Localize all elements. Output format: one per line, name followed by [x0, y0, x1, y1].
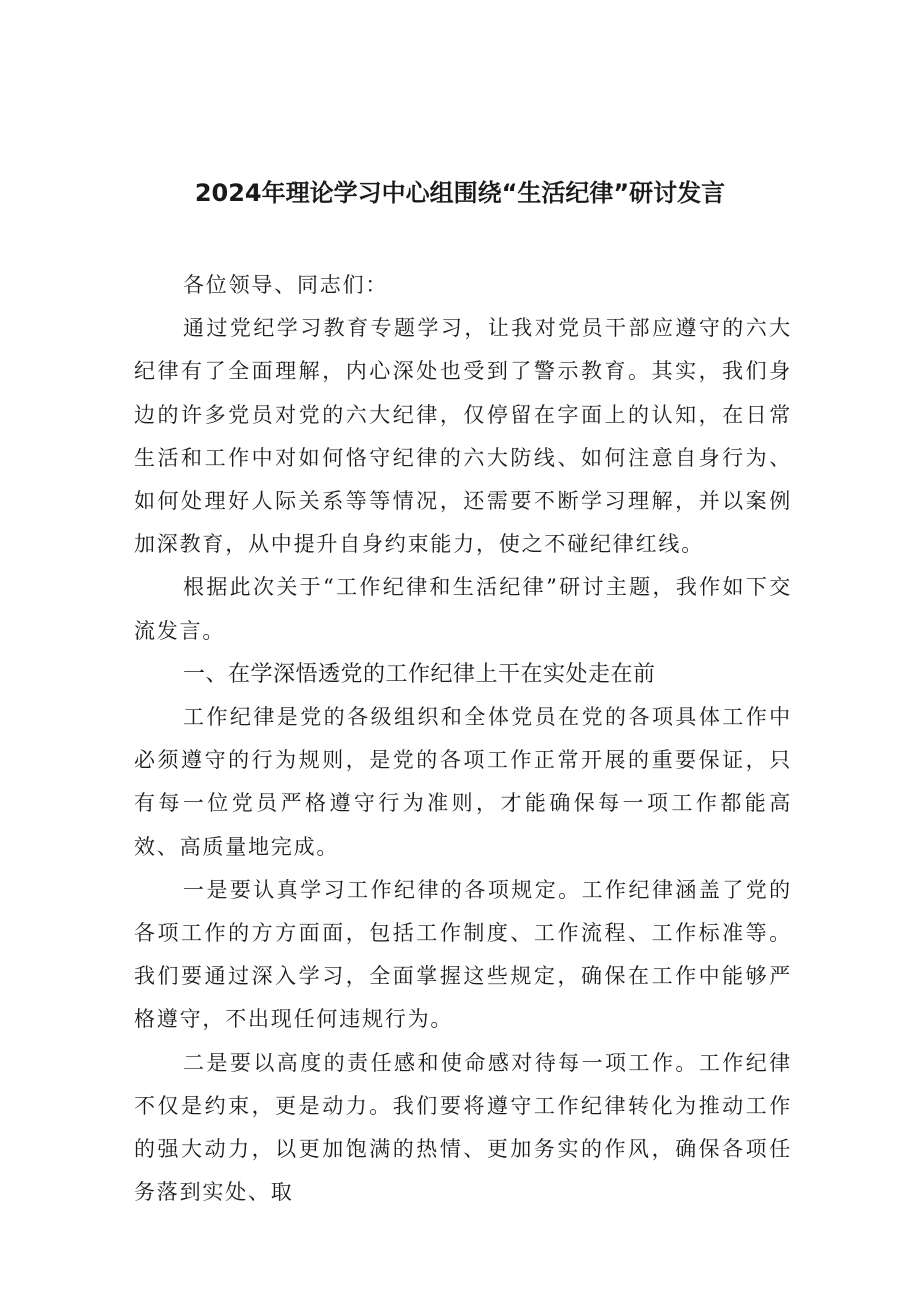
section1-paragraph: 一是要认真学习工作纪律的各项规定。工作纪律涵盖了党的各项工作的方方面面，包括工作制度、工作流程、工作标准等。我们要通过深入学习，全面掌握这些规定，确保在工作中能够严格遵守，不出现任何违规行为。 [134, 877, 792, 1032]
section1-paragraph: 二是要以高度的责任感和使命感对待每一项工作。工作纪律不仅是约束，更是动力。我们要将遵守工作纪律转化为推动工作的强大动力，以更加饱满的热情、更加务实的作风，确保各项任务落到实处、取 [134, 1050, 792, 1205]
greeting: 各位领导、同志们： [183, 273, 389, 297]
paragraph-intro: 通过党纪学习教育专题学习，让我对党员干部应遵守的六大纪律有了全面理解，内心深处也受到了警示教育。其实，我们身边的许多党员对党的六大纪律，仅停留在字面上的认知，在日常生活和工作中对如何恪守纪律的六大防线、如何注意自身行为、如何处理好人际关系等等情况，还需要不断学习理解，并以案例加深教育，从中提升自身约束能力，使之不碰纪律红线。 [134, 316, 792, 557]
paragraph-topic: 根据此次关于“工作纪律和生活纪律”研讨主题，我作如下交流发言。 [134, 575, 792, 643]
section-heading-1: 一、在学深悟透党的工作纪律上干在实处走在前 [183, 661, 656, 687]
section1-paragraph: 工作纪律是党的各级组织和全体党员在党的各项具体工作中必须遵守的行为规则，是党的各项工作正常开展的重要保证，只有每一位党员严格遵守行为准则，才能确保每一项工作都能高效、高质量地完成。 [134, 705, 792, 859]
document-title: 2024年理论学习中心组围绕“生活纪律”研讨发言 [194, 179, 726, 207]
document-body [134, 264, 792, 1214]
